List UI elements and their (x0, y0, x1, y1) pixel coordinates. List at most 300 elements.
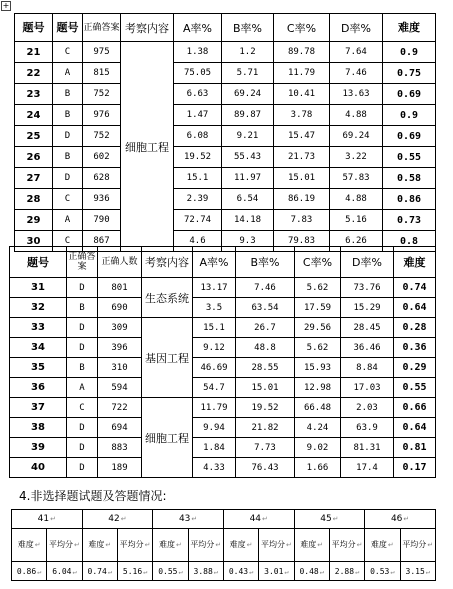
question-number: 45 (320, 514, 332, 524)
table-cell: 790 (83, 210, 121, 231)
cell-end-mark-icon: ↵ (105, 541, 112, 549)
value-text: 3.01 (264, 566, 284, 576)
cell-end-mark-icon: ↵ (144, 541, 151, 549)
sub-header-label: 平均分 (119, 540, 144, 549)
table-cell: 24 (15, 105, 53, 126)
table-cell: 15.29 (341, 298, 394, 318)
header-row (10, 247, 436, 278)
cell-end-mark-icon: ↵ (74, 541, 80, 549)
header-cell: D率% (341, 247, 394, 278)
table-cell: 6.63 (174, 84, 222, 105)
table-cell: 75.05 (174, 63, 222, 84)
table-cell: 21 (15, 42, 53, 63)
table-cell: 310 (98, 358, 142, 378)
table-cell: 28.45 (341, 318, 394, 338)
cell-end-mark-icon: ↵ (387, 541, 394, 549)
cell-end-mark-icon: ↵ (50, 515, 56, 523)
table-row (15, 126, 436, 147)
table-cell: 7.73 (236, 438, 295, 458)
value-text: 5.16 (122, 566, 143, 576)
sub-header-cell (223, 529, 258, 562)
table-cell: 0.75 (383, 63, 436, 84)
cell-end-mark-icon: ↵ (178, 567, 183, 576)
table-cell: D (67, 318, 98, 338)
table-cell: 976 (83, 105, 121, 126)
question-number-cell (294, 510, 365, 529)
table-cell: 975 (83, 42, 121, 63)
table-cell: 4.6 (174, 231, 222, 252)
value-cell (223, 562, 258, 581)
table-cell: 9.12 (193, 338, 236, 358)
table-row (10, 378, 436, 398)
table-row (10, 278, 436, 298)
header-cell: 难度 (383, 14, 436, 42)
sub-header-label: 难度 (300, 540, 317, 549)
table-cell: 7.64 (330, 42, 383, 63)
table-cell: A (53, 63, 83, 84)
table-cell: 86.19 (274, 189, 330, 210)
table-cell: 37 (10, 398, 67, 418)
table-row (15, 210, 436, 231)
cell-end-mark-icon: ↵ (191, 515, 198, 523)
cell-end-mark-icon: ↵ (427, 541, 434, 549)
sub-header-cell (47, 529, 82, 562)
table-cell: 0.69 (383, 84, 436, 105)
table-cell: 6.54 (222, 189, 274, 210)
table-cell: 0.17 (394, 458, 436, 478)
table-cell: 81.31 (341, 438, 394, 458)
table-cell: 39 (10, 438, 67, 458)
sub-header-row (12, 529, 436, 562)
table-cell: 752 (83, 84, 121, 105)
table-cell: 0.9 (383, 105, 436, 126)
table-cell: 22 (15, 63, 53, 84)
topic-cell: 生态系统 (142, 278, 193, 318)
table-cell: 27 (15, 168, 53, 189)
cell-end-mark-icon: ↵ (356, 541, 363, 549)
table-row (15, 168, 436, 189)
table-cell: 15.1 (174, 168, 222, 189)
table-cell: 72.74 (174, 210, 222, 231)
cell-end-mark-icon: ↵ (319, 567, 324, 576)
table-cell: 40 (10, 458, 67, 478)
header-cell: C率% (274, 14, 330, 42)
sub-header-cell (153, 529, 188, 562)
table-move-handle-icon[interactable]: + (2, 1, 10, 10)
table-cell: 30 (15, 231, 53, 252)
value-text: 6.04 (52, 566, 72, 576)
table-cell: 33 (10, 318, 67, 338)
table-cell: 9.02 (295, 438, 341, 458)
value-cell (259, 562, 294, 581)
table-cell: 57.83 (330, 168, 383, 189)
table-cell: 25 (15, 126, 53, 147)
table-cell: 602 (83, 147, 121, 168)
header-cell: 正确人数 (98, 247, 142, 278)
header-cell: A率% (193, 247, 236, 278)
value-text: 3.88 (193, 566, 213, 576)
table-cell: 48.8 (236, 338, 295, 358)
header-cell: 题号 (15, 14, 53, 42)
cell-end-mark-icon: ↵ (246, 541, 253, 549)
sub-header-label: 难度 (370, 540, 387, 549)
table-cell: 26.7 (236, 318, 295, 338)
table-cell: 17.03 (341, 378, 394, 398)
sub-header-label: 难度 (17, 540, 34, 549)
sub-header-label: 平均分 (260, 540, 285, 549)
table-cell: 0.64 (394, 298, 436, 318)
header-cell: B率% (236, 247, 295, 278)
table-cell: 1.2 (222, 42, 274, 63)
table-row (10, 458, 436, 478)
header-cell: B率% (222, 14, 274, 42)
table-row (15, 189, 436, 210)
sub-header-label: 平均分 (331, 540, 356, 549)
cell-end-mark-icon: ↵ (120, 515, 127, 523)
table-row (15, 147, 436, 168)
table-row (10, 298, 436, 318)
table-cell: 883 (98, 438, 142, 458)
table-cell: 12.98 (295, 378, 341, 398)
table-cell: A (53, 210, 83, 231)
table-row (15, 105, 436, 126)
table-cell: 32 (10, 298, 67, 318)
value-row (12, 562, 436, 581)
table-row (10, 338, 436, 358)
value-text: 0.43 (228, 566, 249, 576)
value-cell (365, 562, 400, 581)
non-choice-stats-table (11, 509, 436, 581)
table-cell: 4.88 (330, 105, 383, 126)
sub-header-cell (294, 529, 329, 562)
header-cell: 考察内容 (142, 247, 193, 278)
value-cell (82, 562, 117, 581)
table-cell: 63.54 (236, 298, 295, 318)
table-cell: 7.83 (274, 210, 330, 231)
table-cell: 76.43 (236, 458, 295, 478)
table-cell: C (53, 231, 83, 252)
table-cell: 9.3 (222, 231, 274, 252)
table-cell: 5.71 (222, 63, 274, 84)
table-cell: 21.73 (274, 147, 330, 168)
table-cell: 73.76 (341, 278, 394, 298)
table-cell: 0.9 (383, 42, 436, 63)
table-cell: 15.01 (236, 378, 295, 398)
topic-cell: 细胞工程 (121, 42, 174, 252)
table-cell: C (67, 398, 98, 418)
question-number: 41 (37, 514, 50, 524)
value-text: 0.53 (370, 566, 390, 576)
table-cell: 14.18 (222, 210, 274, 231)
table-cell: 69.24 (330, 126, 383, 147)
table-cell: 0.66 (394, 398, 436, 418)
sub-header-label: 平均分 (402, 540, 427, 549)
table-cell: 15.47 (274, 126, 330, 147)
table-cell: 2.03 (341, 398, 394, 418)
table-cell: D (67, 458, 98, 478)
table-cell: B (67, 358, 98, 378)
table-cell: 6.08 (174, 126, 222, 147)
value-text: 0.74 (87, 566, 107, 576)
cell-end-mark-icon: ↵ (176, 541, 182, 549)
table-cell: 4.24 (295, 418, 341, 438)
table-cell: 396 (98, 338, 142, 358)
question-number-cell (82, 510, 153, 529)
header-cell: 难度 (394, 247, 436, 278)
table-cell: 309 (98, 318, 142, 338)
cell-end-mark-icon: ↵ (332, 515, 339, 523)
table-cell: D (53, 168, 83, 189)
table-cell: 7.46 (236, 278, 295, 298)
table-cell: 9.94 (193, 418, 236, 438)
table-cell: 5.62 (295, 278, 341, 298)
table-cell: 1.47 (174, 105, 222, 126)
table-cell: 55.43 (222, 147, 274, 168)
cell-end-mark-icon: ↵ (72, 567, 77, 576)
sub-header-label: 难度 (88, 540, 105, 549)
question-number: 43 (178, 514, 191, 524)
table-cell: 0.29 (394, 358, 436, 378)
table-cell: 1.66 (295, 458, 341, 478)
value-cell (12, 562, 47, 581)
cell-end-mark-icon: ↵ (107, 567, 113, 576)
table-cell: B (53, 105, 83, 126)
header-row (15, 14, 436, 42)
table-cell: 0.81 (394, 438, 436, 458)
table-cell: 11.97 (222, 168, 274, 189)
question-number: 42 (108, 514, 120, 524)
table-cell: 936 (83, 189, 121, 210)
table-cell: 189 (98, 458, 142, 478)
header-cell: 正确答案 (83, 14, 121, 42)
sub-header-cell (82, 529, 117, 562)
table-cell: 63.9 (341, 418, 394, 438)
table-cell: 19.52 (236, 398, 295, 418)
question-number-cell (12, 510, 83, 529)
cell-end-mark-icon: ↵ (213, 567, 218, 576)
table-row (10, 358, 436, 378)
sub-header-label: 平均分 (190, 540, 215, 549)
table-cell: 17.59 (295, 298, 341, 318)
table-cell: 1.38 (174, 42, 222, 63)
table-cell: 4.33 (193, 458, 236, 478)
value-text: 0.86 (16, 566, 37, 576)
table-cell: 89.78 (274, 42, 330, 63)
question-stats-table-1 (14, 13, 436, 252)
table-cell: 28.55 (236, 358, 295, 378)
table-cell: D (53, 126, 83, 147)
cell-end-mark-icon: ↵ (425, 567, 430, 576)
table-row (10, 318, 436, 338)
table-cell: 0.74 (394, 278, 436, 298)
question-stats-table-2 (9, 246, 436, 478)
cell-end-mark-icon: ↵ (285, 541, 292, 549)
table-cell: 36 (10, 378, 67, 398)
table-cell: 15.1 (193, 318, 236, 338)
table-cell: B (53, 147, 83, 168)
question-number-cell (223, 510, 294, 529)
table-cell: 36.46 (341, 338, 394, 358)
value-text: 3.15 (405, 566, 425, 576)
sub-header-label: 难度 (159, 540, 175, 549)
sub-header-cell (117, 529, 152, 562)
table-cell: 0.73 (383, 210, 436, 231)
cell-end-mark-icon: ↵ (215, 541, 222, 549)
table-cell: 9.21 (222, 126, 274, 147)
table-row (10, 438, 436, 458)
cell-end-mark-icon: ↵ (403, 515, 410, 523)
cell-end-mark-icon: ↵ (390, 567, 395, 576)
sub-header-cell (259, 529, 294, 562)
table-cell: 66.48 (295, 398, 341, 418)
table-cell: 26 (15, 147, 53, 168)
table-cell: 15.01 (274, 168, 330, 189)
table-cell: 23 (15, 84, 53, 105)
table-cell: B (67, 298, 98, 318)
table-cell: D (67, 338, 98, 358)
table-cell: 815 (83, 63, 121, 84)
table-cell: 5.62 (295, 338, 341, 358)
table-cell: 8.84 (341, 358, 394, 378)
table-cell: 867 (83, 231, 121, 252)
header-cell: 题号 (10, 247, 67, 278)
value-cell (294, 562, 329, 581)
table-cell: C (53, 189, 83, 210)
table-cell: 11.79 (193, 398, 236, 418)
table-cell: 54.7 (193, 378, 236, 398)
table-cell: 3.78 (274, 105, 330, 126)
value-text: 0.55 (158, 566, 178, 576)
table-cell: 752 (83, 126, 121, 147)
sub-header-cell (188, 529, 223, 562)
table-cell: 38 (10, 418, 67, 438)
table-cell: 15.93 (295, 358, 341, 378)
table-cell: 1.84 (193, 438, 236, 458)
table-cell: 0.28 (394, 318, 436, 338)
table-cell: 594 (98, 378, 142, 398)
cell-end-mark-icon: ↵ (284, 567, 289, 576)
table-cell: 7.46 (330, 63, 383, 84)
sub-header-cell (329, 529, 364, 562)
table-cell: 28 (15, 189, 53, 210)
cell-end-mark-icon: ↵ (37, 567, 42, 576)
table-cell: 628 (83, 168, 121, 189)
header-cell: D率% (330, 14, 383, 42)
table-cell: D (67, 418, 98, 438)
table-row (15, 84, 436, 105)
cell-end-mark-icon: ↵ (262, 515, 268, 523)
cell-end-mark-icon: ↵ (355, 567, 360, 576)
table-cell: 0.55 (394, 378, 436, 398)
value-cell (47, 562, 82, 581)
cell-end-mark-icon: ↵ (317, 541, 324, 549)
table-cell: 3.22 (330, 147, 383, 168)
table-cell: D (67, 438, 98, 458)
table-cell: 10.41 (274, 84, 330, 105)
table-cell: 21.82 (236, 418, 295, 438)
table-cell: 0.86 (383, 189, 436, 210)
question-number: 44 (249, 514, 262, 524)
table-cell: 11.79 (274, 63, 330, 84)
value-cell (400, 562, 435, 581)
table-row (10, 418, 436, 438)
header-cell: 题号 (53, 14, 83, 42)
table-cell: 89.87 (222, 105, 274, 126)
header-cell: 正确答案 (67, 247, 98, 278)
question-number-cell (153, 510, 224, 529)
table-row (15, 42, 436, 63)
cell-end-mark-icon: ↵ (34, 541, 41, 549)
table-cell: 0.69 (383, 126, 436, 147)
table-cell: 31 (10, 278, 67, 298)
table-cell: 690 (98, 298, 142, 318)
value-text: 2.88 (334, 566, 355, 576)
header-cell: C率% (295, 247, 341, 278)
table-cell: 29 (15, 210, 53, 231)
question-number-cell (365, 510, 436, 529)
table-cell: D (67, 278, 98, 298)
value-cell (117, 562, 152, 581)
table-cell: 17.4 (341, 458, 394, 478)
table-cell: 13.17 (193, 278, 236, 298)
table-cell: 0.36 (394, 338, 436, 358)
table-cell: 722 (98, 398, 142, 418)
value-cell (153, 562, 188, 581)
sub-header-label: 难度 (229, 540, 246, 549)
table-cell: C (53, 42, 83, 63)
table-cell: 29.56 (295, 318, 341, 338)
table-cell: 0.55 (383, 147, 436, 168)
section-title: 4.非选择题试题及答题情况: (19, 489, 167, 503)
table-cell: 0.58 (383, 168, 436, 189)
topic-cell: 基因工程 (142, 318, 193, 398)
value-cell (188, 562, 223, 581)
table-cell: 3.5 (193, 298, 236, 318)
sub-header-cell (12, 529, 47, 562)
table-cell: 801 (98, 278, 142, 298)
table-cell: 79.83 (274, 231, 330, 252)
table-cell: A (67, 378, 98, 398)
table-row (10, 398, 436, 418)
table-cell: 19.52 (174, 147, 222, 168)
table-cell: 0.64 (394, 418, 436, 438)
header-cell: 考察内容 (121, 14, 174, 42)
table-cell: B (53, 84, 83, 105)
table-cell: 35 (10, 358, 67, 378)
sub-header-cell (365, 529, 400, 562)
topic-cell: 细胞工程 (142, 398, 193, 478)
table-cell: 4.88 (330, 189, 383, 210)
table-cell: 46.69 (193, 358, 236, 378)
table-cell: 69.24 (222, 84, 274, 105)
sub-header-cell (400, 529, 435, 562)
cell-end-mark-icon: ↵ (249, 567, 254, 576)
table-cell: 0.8 (383, 231, 436, 252)
value-text: 0.48 (299, 566, 319, 576)
question-number-row (12, 510, 436, 529)
question-number: 46 (390, 514, 403, 524)
table-cell: 694 (98, 418, 142, 438)
table-cell: 5.16 (330, 210, 383, 231)
header-cell: A率% (174, 14, 222, 42)
table-cell: 6.26 (330, 231, 383, 252)
sub-header-label: 平均分 (49, 540, 74, 549)
table-cell: 2.39 (174, 189, 222, 210)
table-cell: 13.63 (330, 84, 383, 105)
table-row (15, 63, 436, 84)
cell-end-mark-icon: ↵ (143, 567, 148, 576)
value-cell (329, 562, 364, 581)
